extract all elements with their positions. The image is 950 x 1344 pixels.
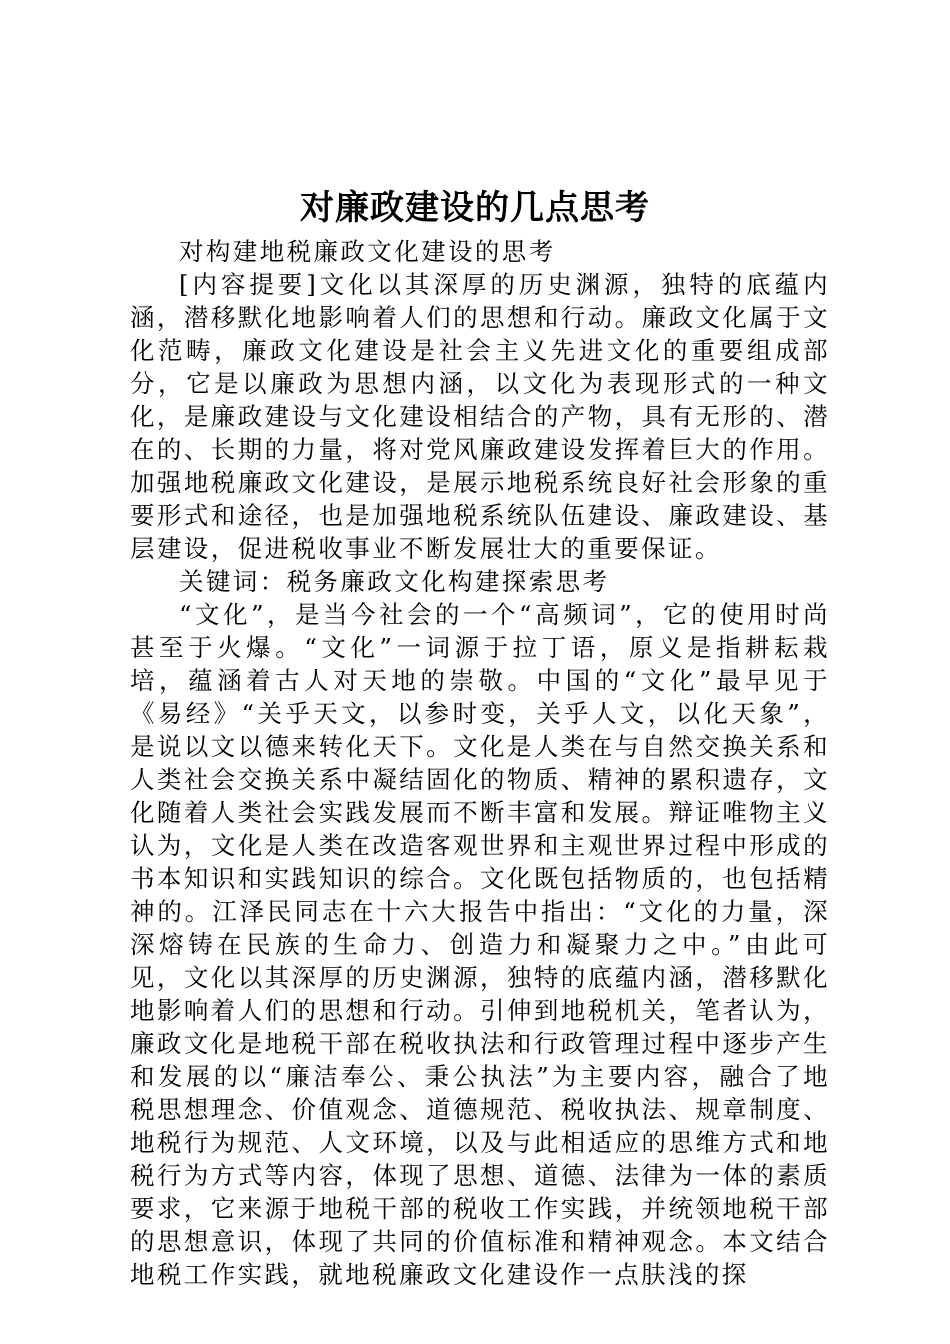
abstract-paragraph: [内容提要]文化以其深厚的历史渊源，独特的底蕴内涵，潜移默化地影响着人们的思想和行动。廉政文化属于文化范畴，廉政文化建设是社会主义先进文化的重要组成部分，它是以廉政为思想内涵，以文化为表现形式的一种文化，是廉政建设与文化建设相结合的产物，具有无形的、潜在的、长期的力量，将对党风廉政建设发挥着巨大的作用。加强地税廉政文化建设，是展示地税系统良好社会形象的重要形式和途径，也是加强地税系统队伍建设、廉政建设、基层建设，促进税收事业不断发展壮大的重要保证。: [130, 270, 830, 563]
subtitle-paragraph: 对构建地税廉政文化建设的思考: [179, 237, 556, 266]
document-title: 对廉政建设的几点思考: [300, 188, 650, 228]
document-body: [130, 235, 830, 1291]
keywords-paragraph: 关键词：税务廉政文化构建探索思考: [179, 567, 610, 596]
body-paragraph: “文化”，是当今社会的一个“高频词”，它的使用时尚甚至于火爆。“文化”一词源于拉丁语，原义是指耕耘栽培，蕴涵着古人对天地的崇敬。中国的“文化”最早见于《易经》“关乎天文，以参时变，关乎人文，以化天象”，是说以文以德来转化天下。文化是人类在与自然交换关系和人类社会交换关系中凝结固化的物质、精神的累积遗存，文化随着人类社会实践发展而不断丰富和发展。辩证唯物主义认为，文化是人类在改造客观世界和主观世界过程中形成的书本知识和实践知识的综合。文化既包括物质的，也包括精神的。江泽民同志在十六大报告中指出：“文化的力量，深深熔铸在民族的生命力、创造力和凝聚力之中。”由此可见，文化以其深厚的历史渊源，独特的底蕴内涵，潜移默化地影响着人们的思想和行动。引伸到地税机关，笔者认为，廉政文化是地税干部在税收执法和行政管理过程中逐步产生和发展的以“廉洁奉公、秉公执法”为主要内容，融合了地税思想理念、价值观念、道德规范、税收执法、规章制度、地税行为规范、人文环境，以及与此相适应的思维方式和地税行为方式等内容，体现了思想、道德、法律为一体的素质要求，它来源于地税干部的税收工作实践，并统领地税干部的思想意识，体现了共同的价值标准和精神观念。本文结合地税工作实践，就地税廉政文化建设作一点肤浅的探: [130, 600, 830, 1289]
